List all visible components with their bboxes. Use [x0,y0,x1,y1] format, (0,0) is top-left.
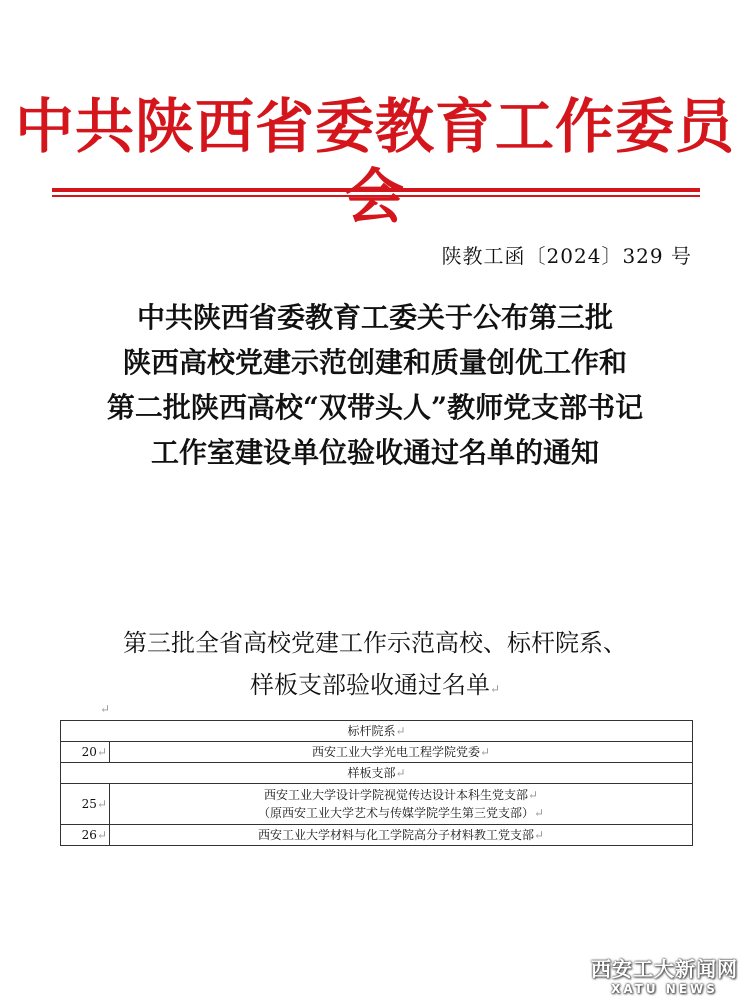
paragraph-mark-icon: ↵ [533,828,545,842]
masthead-title: 中共陕西省委教育工作委员 [14,92,735,161]
document-number: 陕教工函〔2024〕329 号 [441,244,692,268]
title-line: 陕西高校党建示范创建和质量创优工作和 [122,346,627,379]
paragraph-mark-icon: ↵ [489,682,501,696]
red-rule-thin [52,195,700,197]
section-header-label: 样板支部 [347,766,396,780]
accepted-units-table [60,720,693,846]
title-line: 中共陕西省委教育工委关于公布第三批 [136,301,613,334]
unit-name-line: 西安工业大学设计学院视觉传达设计本科生党支部↵ [263,788,539,802]
red-rule [52,188,700,192]
paragraph-mark-icon: ↵ [96,828,107,842]
news-watermark [591,953,738,996]
row-number-cell [61,742,110,763]
row-number: 25 [81,797,97,811]
list-subtitle [60,622,690,710]
title-line: 工作室建设单位验收通过名单的通知 [150,436,599,469]
section-header-label: 标杆院系 [347,724,396,738]
paragraph-mark-icon: ↵ [533,806,545,820]
row-number-cell [61,825,110,846]
paragraph-mark-icon: ↵ [527,788,539,802]
notice-title [40,295,710,475]
paragraph-mark-icon: ↵ [395,766,406,780]
unit-name: 西安工业大学光电工程学院党委 [311,745,480,759]
watermark-sub: XATU NEWS [611,982,718,996]
subtitle-line: 样板支部验收通过名单↵ [249,671,501,699]
paragraph-mark-icon: ↵ [100,702,111,716]
title-line: 第二批陕西高校“双带头人”教师党支部书记 [106,391,644,424]
table-section-header [61,721,693,742]
subtitle-line: 第三批全省高校党建工作示范高校、标杆院系、 [123,629,627,657]
unit-name-cell [110,742,693,763]
section-header-cell [61,763,693,784]
unit-name-cell [110,825,693,846]
unit-name: 西安工业大学材料与化工学院高分子材料教工党支部 [257,828,534,842]
unit-name-line: （原西安工业大学艺术与传媒学院学生第三党支部）↵ [257,806,545,820]
unit-name-cell [110,784,693,825]
paragraph-mark-icon: ↵ [395,724,406,738]
table-row [61,784,693,825]
table-section-header [61,763,693,784]
row-number: 26 [81,828,97,842]
table-row [61,825,693,846]
paragraph-mark-icon: ↵ [96,797,107,811]
table-row [61,742,693,763]
watermark-main: 西安工大新闻网 [591,957,738,981]
row-number-cell [61,784,110,825]
paragraph-mark-icon: ↵ [479,745,491,759]
section-header-cell [61,721,693,742]
row-number: 20 [81,745,97,759]
paragraph-mark-icon: ↵ [96,745,107,759]
